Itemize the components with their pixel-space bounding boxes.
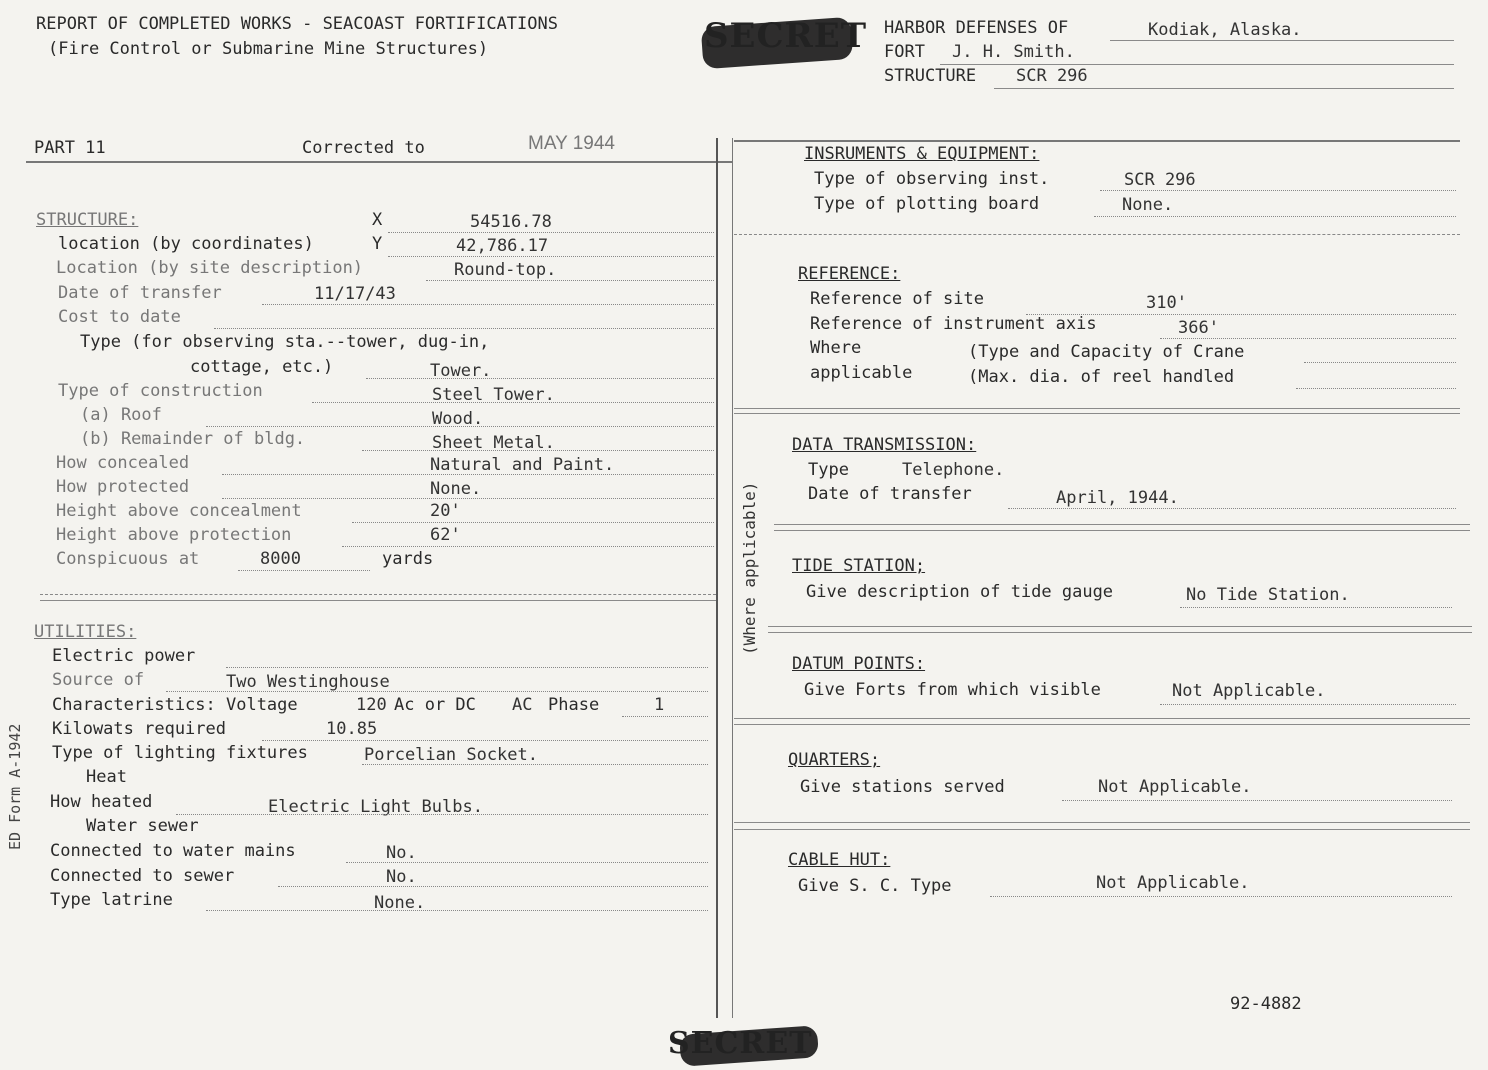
plotting-label: Type of plotting board [814, 194, 1040, 214]
voltage-value: 120 [356, 695, 387, 715]
sewer-value: No. [386, 867, 417, 887]
reel-dots [1296, 388, 1456, 389]
datum-rule-2 [734, 724, 1470, 725]
acdc-label: Ac or DC [394, 695, 476, 715]
document-number: 92-4882 [1230, 994, 1302, 1014]
reel-label: (Max. dia. of reel handled [968, 367, 1235, 387]
kw-value: 10.85 [326, 719, 378, 739]
tide-station-heading: TIDE STATION; [792, 556, 926, 576]
dt-date-label: Date of transfer [808, 484, 972, 504]
source-value: Two Westinghouse [226, 672, 390, 692]
report-title: REPORT OF COMPLETED WORKS - SEACOAST FORTIFICATIONS [36, 14, 558, 34]
site-label: Reference of site [810, 289, 984, 309]
location-coords-label: location (by coordinates) [58, 234, 314, 254]
datum-points-heading: DATUM POINTS: [792, 654, 926, 674]
datum-dots [1160, 704, 1456, 705]
part-label: PART 11 [34, 138, 106, 158]
electric-label: Electric power [52, 646, 196, 666]
axis-value: 366' [1178, 318, 1219, 338]
dt-type-label: Type [808, 460, 849, 480]
concealed-label: How concealed [56, 453, 190, 473]
acdc-value: AC [512, 695, 533, 715]
electric-dots [226, 667, 708, 668]
height-prot-label: Height above protection [56, 525, 292, 545]
observing-dots [1100, 190, 1456, 191]
tide-rule [768, 626, 1472, 627]
phase-value: 1 [654, 695, 665, 715]
part-rule [26, 161, 732, 163]
reference-heading: REFERENCE: [798, 264, 901, 284]
characteristics-label: Characteristics: Voltage [52, 695, 298, 715]
height-prot-value: 62' [430, 525, 461, 545]
conspicuous-unit: yards [382, 549, 434, 569]
fort-label: FORT [884, 42, 925, 62]
date-transfer-label: Date of transfer [58, 283, 222, 303]
protected-label: How protected [56, 477, 190, 497]
form-number: ED Form A-1942 [6, 723, 24, 850]
concealed-dots [222, 474, 714, 475]
where-label: Where [810, 338, 862, 358]
sewer-label: Connected to sewer [50, 866, 235, 886]
height-prot-dots [342, 546, 714, 547]
roof-dots [206, 426, 714, 427]
water-mains-label: Connected to water mains [50, 841, 296, 861]
classification-stamp-top: SECRET [704, 16, 868, 56]
conspicuous-dots [238, 570, 370, 571]
quarters-rule [734, 822, 1470, 823]
column-divider [716, 138, 718, 1018]
remainder-dots [362, 450, 714, 451]
phase-label: Phase [548, 695, 600, 715]
heated-label: How heated [50, 792, 153, 812]
heated-dots [176, 814, 708, 815]
plotting-dots [1094, 216, 1456, 217]
right-top-rule [734, 140, 1460, 142]
water-label: Water sewer [86, 816, 199, 836]
type-dots [366, 378, 714, 379]
quarters-value: Not Applicable. [1098, 777, 1252, 797]
roof-value: Wood. [432, 409, 484, 429]
lighting-dots [362, 764, 708, 765]
source-dots [166, 691, 708, 692]
tide-rule-2 [768, 632, 1472, 633]
heat-label: Heat [86, 767, 127, 787]
y-label: Y [372, 234, 383, 254]
tide-value: No Tide Station. [1186, 585, 1350, 605]
quarters-rule-2 [734, 829, 1470, 830]
water-mains-dots [346, 862, 708, 863]
kw-label: Kilowats required [52, 719, 226, 739]
report-subtitle: (Fire Control or Submarine Mine Structures) [48, 39, 489, 59]
dt-type-value: Telephone. [902, 460, 1005, 480]
fort-value: J. H. Smith. [952, 42, 1075, 62]
plotting-value: None. [1122, 195, 1174, 215]
conspicuous-label: Conspicuous at [56, 549, 200, 569]
data-transmission-heading: DATA TRANSMISSION: [792, 435, 977, 455]
date-transfer-dots [262, 304, 714, 305]
site-value: 310' [1146, 293, 1187, 313]
structure-section-rule [40, 594, 716, 595]
kw-dots [262, 740, 708, 741]
concealed-value: Natural and Paint. [430, 455, 615, 475]
cable-hut-label: Give S. C. Type [798, 876, 952, 896]
classification-stamp-bottom: SECRET [668, 1026, 813, 1061]
type-value: Tower. [430, 361, 492, 381]
protected-dots [222, 498, 714, 499]
cable-hut-value: Not Applicable. [1096, 873, 1250, 893]
structure-underline [994, 88, 1454, 89]
observing-label: Type of observing inst. [814, 169, 1050, 189]
datum-rule [734, 718, 1470, 719]
protected-value: None. [430, 479, 482, 499]
structure-section-rule-2 [40, 600, 716, 601]
quarters-label: Give stations served [800, 777, 1005, 797]
location-site-label: Location (by site description) [56, 258, 364, 278]
type-label-2: cottage, etc.) [190, 357, 334, 377]
crane-dots [1304, 362, 1456, 363]
harbor-underline [1110, 40, 1454, 41]
height-conc-dots [352, 522, 714, 523]
sewer-dots [278, 886, 708, 887]
dt-date-value: April, 1944. [1056, 488, 1179, 508]
latrine-value: None. [374, 893, 426, 913]
x-value: 54516.78 [470, 212, 552, 232]
dt-rule-2 [774, 530, 1470, 531]
remainder-value: Sheet Metal. [432, 433, 555, 453]
construction-value: Steel Tower. [432, 385, 555, 405]
height-conc-label: Height above concealment [56, 501, 302, 521]
instruments-heading: INSRUMENTS & EQUIPMENT: [804, 144, 1040, 164]
quarters-heading: QUARTERS; [788, 750, 881, 770]
crane-label: (Type and Capacity of Crane [968, 342, 1245, 362]
construction-dots [312, 402, 714, 403]
datum-label: Give Forts from which visible [804, 680, 1101, 700]
structure-label: STRUCTURE [884, 66, 977, 86]
where-applicable-note: (Where applicable) [740, 481, 759, 655]
cable-hut-heading: CABLE HUT: [788, 850, 891, 870]
y-value: 42,786.17 [456, 236, 549, 256]
source-label: Source of [52, 670, 145, 690]
structure-heading: STRUCTURE: [36, 210, 139, 230]
corrected-date: MAY 1944 [528, 133, 615, 154]
tide-dots [1180, 607, 1452, 608]
utilities-heading: UTILITIES: [34, 622, 137, 642]
structure-value: SCR 296 [1016, 66, 1088, 86]
remainder-label: (b) Remainder of bldg. [80, 429, 306, 449]
lighting-label: Type of lighting fixtures [52, 743, 308, 763]
harbor-value: Kodiak, Alaska. [1148, 20, 1302, 40]
location-site-dots [426, 280, 714, 281]
cost-dots [214, 328, 714, 329]
tide-label: Give description of tide gauge [806, 582, 1114, 602]
x-dots [388, 232, 714, 233]
fort-underline [940, 64, 1454, 65]
reference-rule [734, 408, 1460, 409]
latrine-dots [206, 910, 708, 911]
cable-hut-dots [990, 896, 1452, 897]
x-label: X [372, 210, 383, 230]
lighting-value: Porcelian Socket. [364, 745, 538, 765]
reference-rule-2 [734, 413, 1460, 414]
instruments-rule [734, 234, 1460, 235]
location-site-value: Round-top. [454, 260, 557, 280]
datum-value: Not Applicable. [1172, 681, 1326, 701]
heated-value: Electric Light Bulbs. [268, 797, 483, 817]
column-divider-inner [732, 138, 733, 1018]
axis-label: Reference of instrument axis [810, 314, 1097, 334]
phase-dots [622, 716, 708, 717]
dt-date-dots [1008, 508, 1456, 509]
corrected-label: Corrected to [302, 138, 425, 158]
applicable-label: applicable [810, 363, 913, 383]
type-label-1: Type (for observing sta.--tower, dug-in, [80, 332, 490, 352]
harbor-label: HARBOR DEFENSES OF [884, 18, 1069, 38]
date-transfer-value: 11/17/43 [314, 284, 396, 304]
observing-value: SCR 296 [1124, 170, 1196, 190]
water-mains-value: No. [386, 843, 417, 863]
roof-label: (a) Roof [80, 405, 162, 425]
dt-rule [774, 524, 1470, 525]
cost-label: Cost to date [58, 307, 181, 327]
conspicuous-value: 8000 [260, 549, 301, 569]
axis-dots [1160, 338, 1456, 339]
latrine-label: Type latrine [50, 890, 173, 910]
height-conc-value: 20' [430, 501, 461, 521]
construction-label: Type of construction [58, 381, 263, 401]
quarters-dots [1062, 800, 1452, 801]
y-dots [388, 256, 714, 257]
